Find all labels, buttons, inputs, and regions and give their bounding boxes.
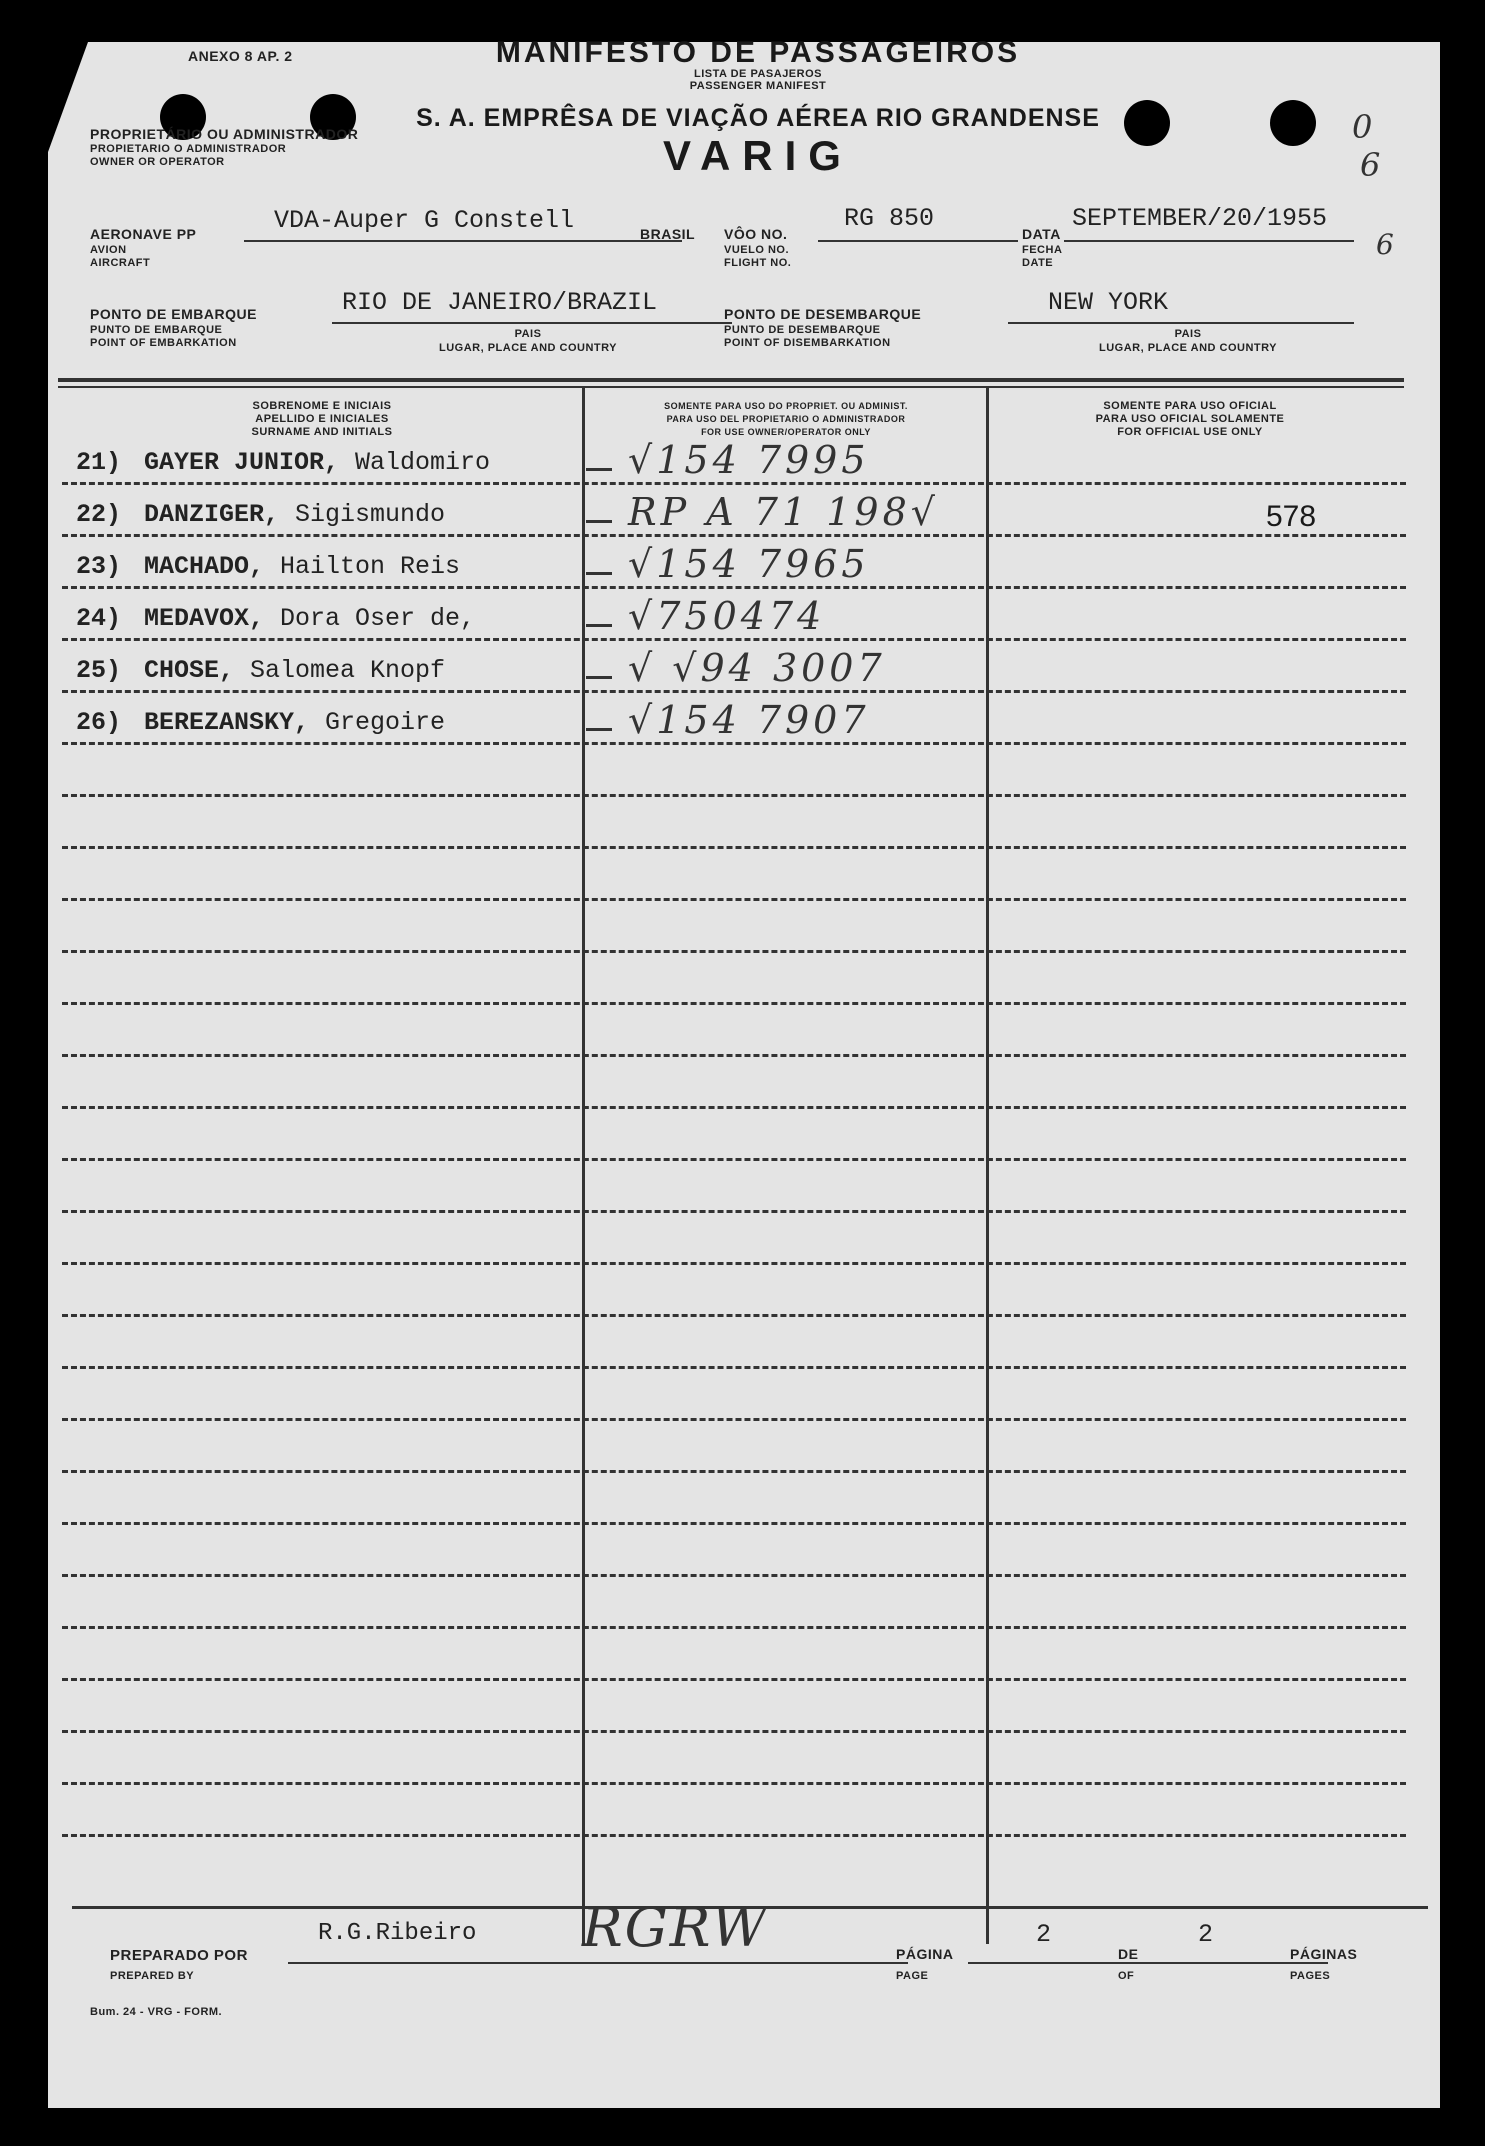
date-value: SEPTEMBER/20/1955: [1072, 204, 1328, 233]
handwritten-mark: √750474: [628, 594, 826, 638]
flight-label-es: VUELO NO.: [724, 244, 790, 256]
owner-label-es: PROPIETARIO O ADMINISTRADOR: [90, 143, 287, 155]
embark-place-sub: LUGAR, PLACE AND COUNTRY: [438, 342, 617, 354]
of-value: 2: [1198, 1920, 1214, 1949]
handwritten-mark: √ √94 3007: [628, 646, 886, 690]
flight-label-en: FLIGHT NO.: [724, 257, 792, 269]
flight-underline: [818, 240, 1018, 242]
date-underline: [1064, 240, 1354, 242]
ruled-line: [62, 1418, 1406, 1421]
passenger-number: 25): [76, 656, 122, 685]
pages-label-en: PAGES: [1290, 1970, 1331, 1982]
ruled-line: [62, 1262, 1406, 1265]
col2-header-en: FOR USE OWNER/OPERATOR ONLY: [701, 427, 871, 437]
torn-corner: [48, 42, 88, 152]
annex-label: ANEXO 8 AP. 2: [188, 48, 293, 64]
col2-header-es: PARA USO DEL PROPIETARIO O ADMINISTRADOR: [666, 414, 906, 424]
page-label-en: PAGE: [896, 1970, 929, 1982]
prepared-value: R.G.Ribeiro: [318, 1920, 477, 1947]
check-dash: [586, 624, 612, 627]
date-label: DATA: [1022, 226, 1061, 242]
col2-header: SOMENTE PARA USO DO PROPRIET. OU ADMINIST.: [664, 401, 908, 411]
disembark-place-label: PAIS: [1174, 328, 1202, 340]
ruled-line: [62, 1054, 1406, 1057]
disembark-value: NEW YORK: [1048, 288, 1169, 317]
table-top-rule-2: [58, 386, 1404, 388]
disembark-underline: [1008, 322, 1354, 324]
passenger-surname: DANZIGER,: [144, 500, 280, 529]
embark-underline: [332, 322, 732, 324]
passenger-number: 22): [76, 500, 122, 529]
disembark-label-es: PUNTO DE DESEMBARQUE: [724, 324, 881, 336]
table-row: [48, 438, 1440, 494]
company-name: S. A. EMPRÊSA DE VIAÇÃO AÉREA RIO GRANDENSE: [416, 104, 1100, 132]
col1-header-es: APELLIDO E INICIALES: [255, 413, 389, 425]
prepared-label-en: PREPARED BY: [110, 1970, 195, 1982]
table-row: [48, 594, 1440, 650]
embark-label-es: PUNTO DE EMBARQUE: [90, 324, 223, 336]
official-use-value: 578: [1266, 500, 1317, 533]
date-label-es: FECHA: [1022, 244, 1063, 256]
prepared-underline: [288, 1962, 908, 1964]
col3-header-en: FOR OFFICIAL USE ONLY: [1117, 426, 1263, 438]
prepared-label: PREPARADO POR: [110, 1947, 248, 1964]
passenger-given-name: Dora Oser de,: [280, 604, 476, 633]
aircraft-underline: [244, 240, 682, 242]
col1-header-en: SURNAME AND INITIALS: [251, 426, 393, 438]
passenger-surname: BEREZANSKY,: [144, 708, 310, 737]
page-label: PÁGINA: [896, 1946, 954, 1962]
aircraft-label-en: AIRCRAFT: [90, 257, 151, 269]
manifest-sheet: [48, 36, 1440, 2108]
pages-label: PÁGINAS: [1290, 1946, 1358, 1962]
passenger-given-name: Hailton Reis: [280, 552, 461, 581]
margin-note: 6: [1376, 228, 1398, 261]
of-underline: [1158, 1962, 1328, 1964]
ruled-line: [62, 1314, 1406, 1317]
document-title: MANIFESTO DE PASSAGEIROS: [495, 36, 1021, 69]
check-dash: [586, 728, 612, 731]
ruled-line: [62, 898, 1406, 901]
passenger-number: 21): [76, 448, 122, 477]
aircraft-label: AERONAVE PP: [90, 226, 197, 242]
form-code: Bum. 24 - VRG - FORM.: [90, 2006, 223, 2018]
passenger-given-name: Waldomiro: [355, 448, 491, 477]
ruled-line: [62, 846, 1406, 849]
nationality-label: BRASIL: [640, 226, 696, 242]
ruled-line: [62, 1002, 1406, 1005]
ruled-line: [62, 1782, 1406, 1785]
flight-value: RG 850: [844, 204, 935, 233]
owner-label-en: OWNER OR OPERATOR: [90, 156, 225, 168]
embark-value: RIO DE JANEIRO/BRAZIL: [342, 288, 658, 317]
passenger-number: 23): [76, 552, 122, 581]
col3-header-es: PARA USO OFICIAL SOLAMENTE: [1095, 413, 1285, 425]
page-underline: [968, 1962, 1158, 1964]
ruled-line: [62, 1730, 1406, 1733]
signature: RGRW: [582, 1896, 769, 1959]
check-dash: [586, 468, 612, 471]
passenger-given-name: Sigismundo: [295, 500, 446, 529]
margin-note: 0: [1352, 108, 1377, 146]
ruled-line: [62, 1834, 1406, 1837]
ruled-line: [62, 794, 1406, 797]
passenger-given-name: Gregoire: [325, 708, 446, 737]
table-row: [48, 698, 1440, 754]
handwritten-mark: RP A 71 198√: [628, 490, 939, 534]
passenger-number: 26): [76, 708, 122, 737]
disembark-place-sub: LUGAR, PLACE AND COUNTRY: [1098, 342, 1277, 354]
disembark-label: PONTO DE DESEMBARQUE: [724, 306, 922, 322]
ruled-line: [62, 1470, 1406, 1473]
check-dash: [586, 572, 612, 575]
ruled-line: [62, 1210, 1406, 1213]
of-label-en: OF: [1118, 1970, 1135, 1982]
embark-label: PONTO DE EMBARQUE: [90, 306, 257, 322]
disembark-label-en: POINT OF DISEMBARKATION: [724, 337, 891, 349]
col1-header: SOBRENOME E INICIAIS: [252, 400, 392, 412]
passenger-surname: MEDAVOX,: [144, 604, 265, 633]
margin-note: 6: [1360, 146, 1385, 184]
table-row: [48, 542, 1440, 598]
passenger-number: 24): [76, 604, 122, 633]
flight-label: VÔO NO.: [724, 226, 788, 242]
punch-hole: [1270, 100, 1316, 146]
embark-label-en: POINT OF EMBARKATION: [90, 337, 237, 349]
passenger-surname: MACHADO,: [144, 552, 265, 581]
of-label: DE: [1118, 1946, 1139, 1962]
ruled-line: [62, 1626, 1406, 1629]
aircraft-label-es: AVION: [90, 244, 127, 256]
subtitle-es: LISTA DE PASAJEROS: [694, 68, 822, 80]
passenger-surname: CHOSE,: [144, 656, 235, 685]
handwritten-mark: √154 7965: [628, 542, 870, 586]
brand-name: VARIG: [663, 132, 853, 179]
col3-header: SOMENTE PARA USO OFICIAL: [1103, 400, 1277, 412]
passenger-surname: GAYER JUNIOR,: [144, 448, 340, 477]
check-dash: [586, 520, 612, 523]
date-label-en: DATE: [1022, 257, 1054, 269]
ruled-line: [62, 1106, 1406, 1109]
embark-place-label: PAIS: [514, 328, 542, 340]
ruled-line: [62, 1366, 1406, 1369]
punch-hole: [1124, 100, 1170, 146]
ruled-line: [62, 1678, 1406, 1681]
handwritten-mark: √154 7907: [628, 698, 870, 742]
passenger-given-name: Salomea Knopf: [250, 656, 446, 685]
aircraft-value: VDA-Auper G Constell: [274, 206, 575, 235]
page-value: 2: [1036, 1920, 1052, 1949]
table-row: [48, 490, 1440, 546]
check-dash: [586, 676, 612, 679]
ruled-line: [62, 950, 1406, 953]
ruled-line: [62, 1158, 1406, 1161]
ruled-line: [62, 1522, 1406, 1525]
subtitle-en: PASSENGER MANIFEST: [689, 80, 827, 92]
table-top-rule: [58, 378, 1404, 382]
owner-label-pt: PROPRIETÁRIO OU ADMINISTRADOR: [90, 126, 359, 142]
handwritten-mark: √154 7995: [628, 438, 870, 482]
table-row: [48, 646, 1440, 702]
ruled-line: [62, 1574, 1406, 1577]
